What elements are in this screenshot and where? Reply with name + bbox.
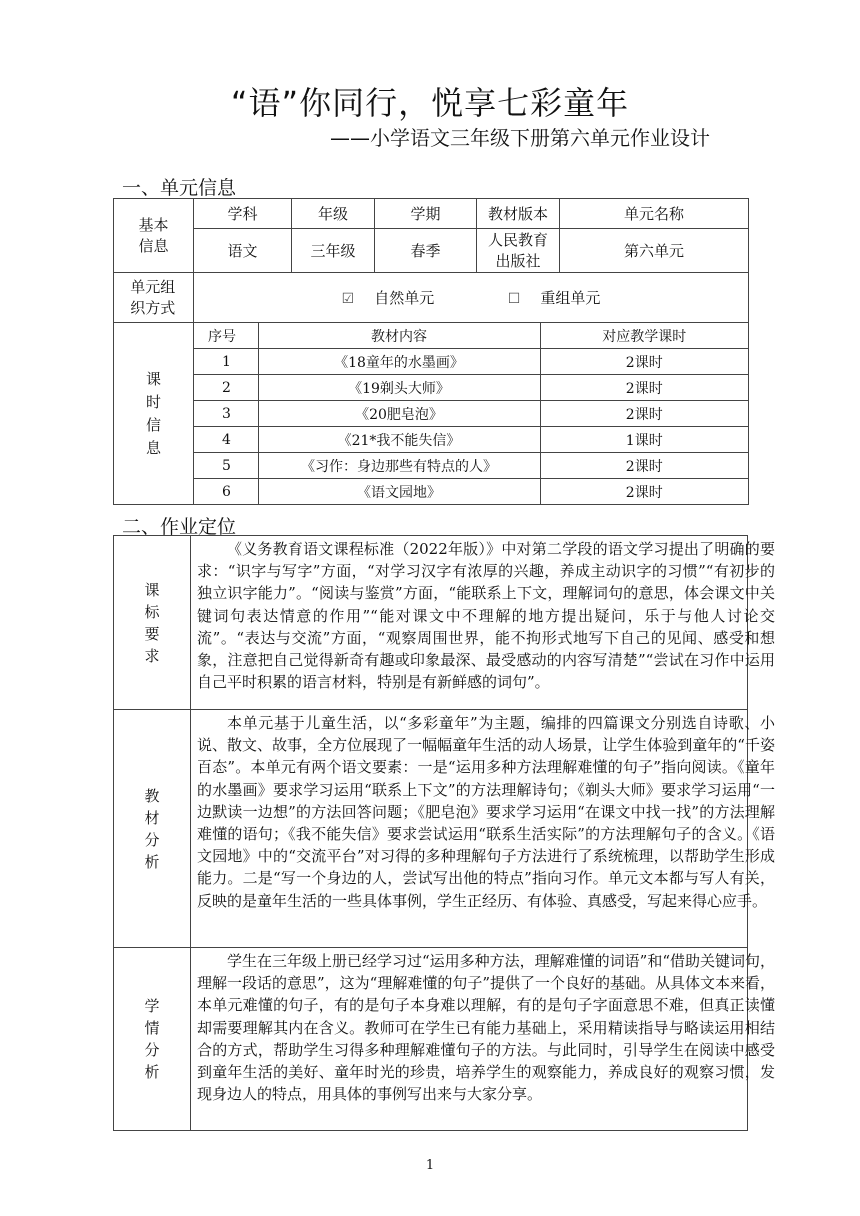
header-edition: 教材版本: [477, 199, 560, 229]
lesson-row: 1 《18童年的水墨画》 2课时: [194, 349, 748, 375]
student-analysis-label: 学 情 分 析: [114, 948, 191, 1131]
lesson-list: [194, 323, 749, 505]
org-method-label: 单元组织方式: [114, 273, 194, 323]
student-analysis-text: 学生在三年级上册已经学习过“运用多种方法，理解难懂的词语”和“借助关键词句，理解一段话的意思”，这为“理解难懂的句子”提供了一个良好的基础。从具体文本来看，本单元难懂的句子，有的是句子本身难以理解，有的是句子字面意思不难，但真正读懂却需要理解其内在含义。教师可在学生已有能力基础上，采用精读指导与略读运用相结合的方式，帮助学生习得多种理解难懂句子的方法。与此同时，引导学生在阅读中感受到童年生活的美好、童年时光的珍贵，培养学生的观察能力，养成良好的观察习惯，发现身边人的特点，用具体的事例写出来与大家分享。: [191, 948, 748, 1131]
header-subject: 学科: [194, 199, 292, 229]
basic-info-label: 基本信息: [114, 199, 194, 273]
value-edition: 人民教育出版社: [477, 229, 560, 273]
lesson-header-hours: 对应教学课时: [540, 323, 748, 349]
curriculum-label: 课 标 要 求: [114, 536, 191, 710]
header-unit-name: 单元名称: [560, 199, 749, 229]
natural-unit-option[interactable]: [342, 287, 435, 308]
lesson-row: 6 《语文园地》 2课时: [194, 479, 748, 505]
lesson-info-label: 课 时 信 息: [114, 323, 194, 505]
value-grade: 三年级: [292, 229, 375, 273]
document-subtitle: ——小学语文三年级下册第六单元作业设计: [330, 126, 710, 150]
lesson-row: 5 《习作：身边那些有特点的人》 2课时: [194, 453, 748, 479]
regrouped-unit-option[interactable]: [508, 287, 601, 308]
regrouped-unit-label: 重组单元: [540, 289, 601, 307]
document-title: “语”你同行，悦享七彩童年: [230, 84, 630, 122]
textbook-analysis-label: 教 材 分 析: [114, 710, 191, 948]
page-number: 1: [425, 1158, 435, 1173]
unchecked-box-icon[interactable]: ☐: [507, 291, 521, 307]
positioning-table: [113, 535, 776, 1131]
value-term: 春季: [375, 229, 477, 273]
natural-unit-label: 自然单元: [374, 289, 435, 307]
header-grade: 年级: [292, 199, 375, 229]
lesson-table: [194, 323, 748, 504]
unit-info-table: [113, 198, 749, 505]
header-term: 学期: [375, 199, 477, 229]
section-heading-positioning: 二、作业定位: [122, 516, 237, 538]
curriculum-requirements-text: 《义务教育语文课程标准（2022年版）》中对第二学段的语文学习提出了明确的要求：“识字与写字”方面，“对学习汉字有浓厚的兴趣，养成主动识字的习惯”“有初步的独立识字能力”。“阅读与鉴赏”方面，“能联系上下文，理解词句的意思，体会课文中关键词句表达情意的作用”“能对课文中不理解的地方提出疑问，乐于与他人讨论交流”。“表达与交流”方面，“观察周围世界，能不拘形式地写下自己的见闻、感受和想象，注意把自己觉得新奇有趣或印象最深、最受感动的内容写清楚”“尝试在习作中运用自己平时积累的语言材料，特别是有新鲜感的词句”。: [191, 536, 748, 710]
lesson-header-no: 序号: [194, 323, 258, 349]
section-heading-unit-info: 一、单元信息: [122, 177, 237, 199]
lesson-row: 2 《19剃头大师》 2课时: [194, 375, 748, 401]
lesson-row: 3 《20肥皂泡》 2课时: [194, 401, 748, 427]
org-method-options: [194, 273, 749, 323]
value-subject: 语文: [194, 229, 292, 273]
checked-box-icon[interactable]: ☑: [341, 291, 355, 307]
textbook-analysis-text: 本单元基于儿童生活，以“多彩童年”为主题，编排的四篇课文分别选自诗歌、小说、散文、故事，全方位展现了一幅幅童年生活的动人场景，让学生体验到童年的“千姿百态”。本单元有两个语文要素：一是“运用多种方法理解难懂的句子”指向阅读。《童年的水墨画》要求学习运用“联系上下文”的方法理解诗句；《剃头大师》要求学习运用“一边默读一边想”的方法回答问题；《肥皂泡》要求学习运用“在课文中找一找”的方法理解难懂的语句；《我不能失信》要求尝试运用“联系生活实际”的方法理解句子的含义。《语文园地》中的“交流平台”对习得的多种理解句子方法进行了系统梳理，以帮助学生形成能力。二是“写一个身边的人，尝试写出他的特点”指向习作。单元文本都与写人有关，反映的是童年生活的一些具体事例，学生正经历、有体验、真感受，写起来得心应手。: [191, 710, 748, 948]
lesson-row: 4 《21*我不能失信》 1课时: [194, 427, 748, 453]
lesson-header-content: 教材内容: [258, 323, 540, 349]
value-unit-name: 第六单元: [560, 229, 749, 273]
